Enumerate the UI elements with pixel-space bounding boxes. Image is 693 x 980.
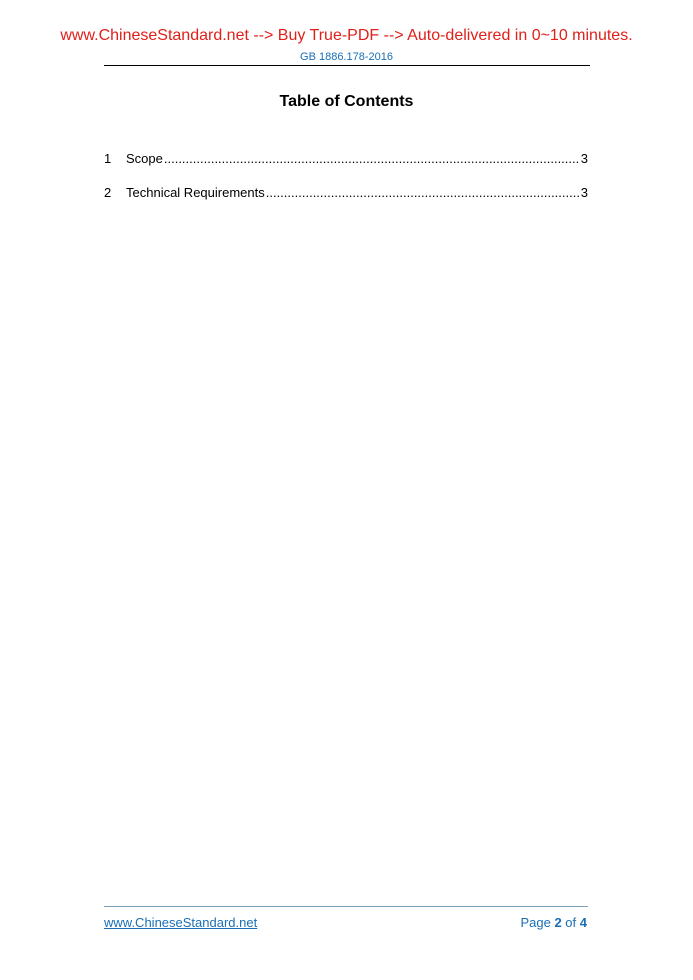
page-total: 4 <box>579 915 587 930</box>
toc-list <box>104 150 588 218</box>
toc-entry-number: 1 <box>104 151 112 166</box>
toc-title: Table of Contents <box>279 93 414 110</box>
standard-code: GB 1886.178-2016 <box>300 51 393 63</box>
toc-entry-technical-requirements[interactable] <box>104 184 588 218</box>
page-of: of <box>565 915 577 930</box>
toc-dot-leader <box>266 184 580 202</box>
toc-dot-leader <box>164 150 580 168</box>
toc-entry-page: 3 <box>580 185 588 200</box>
toc-entry-label: Scope <box>126 151 163 166</box>
toc-entry-number: 2 <box>104 185 112 200</box>
footer-site-link[interactable]: www.ChineseStandard.net <box>104 915 258 930</box>
page-current: 2 <box>554 915 562 930</box>
promo-banner-link[interactable]: www.ChineseStandard.net --> Buy True-PDF --> Auto-delivered in 0~10 minutes. <box>60 27 633 44</box>
toc-entry-page: 3 <box>580 151 588 166</box>
page-indicator <box>520 915 587 930</box>
page-prefix: Page <box>520 915 551 930</box>
toc-entry-label: Technical Requirements <box>126 185 265 200</box>
header-divider <box>104 65 590 66</box>
toc-entry-scope[interactable] <box>104 150 588 184</box>
footer-divider <box>104 906 588 907</box>
